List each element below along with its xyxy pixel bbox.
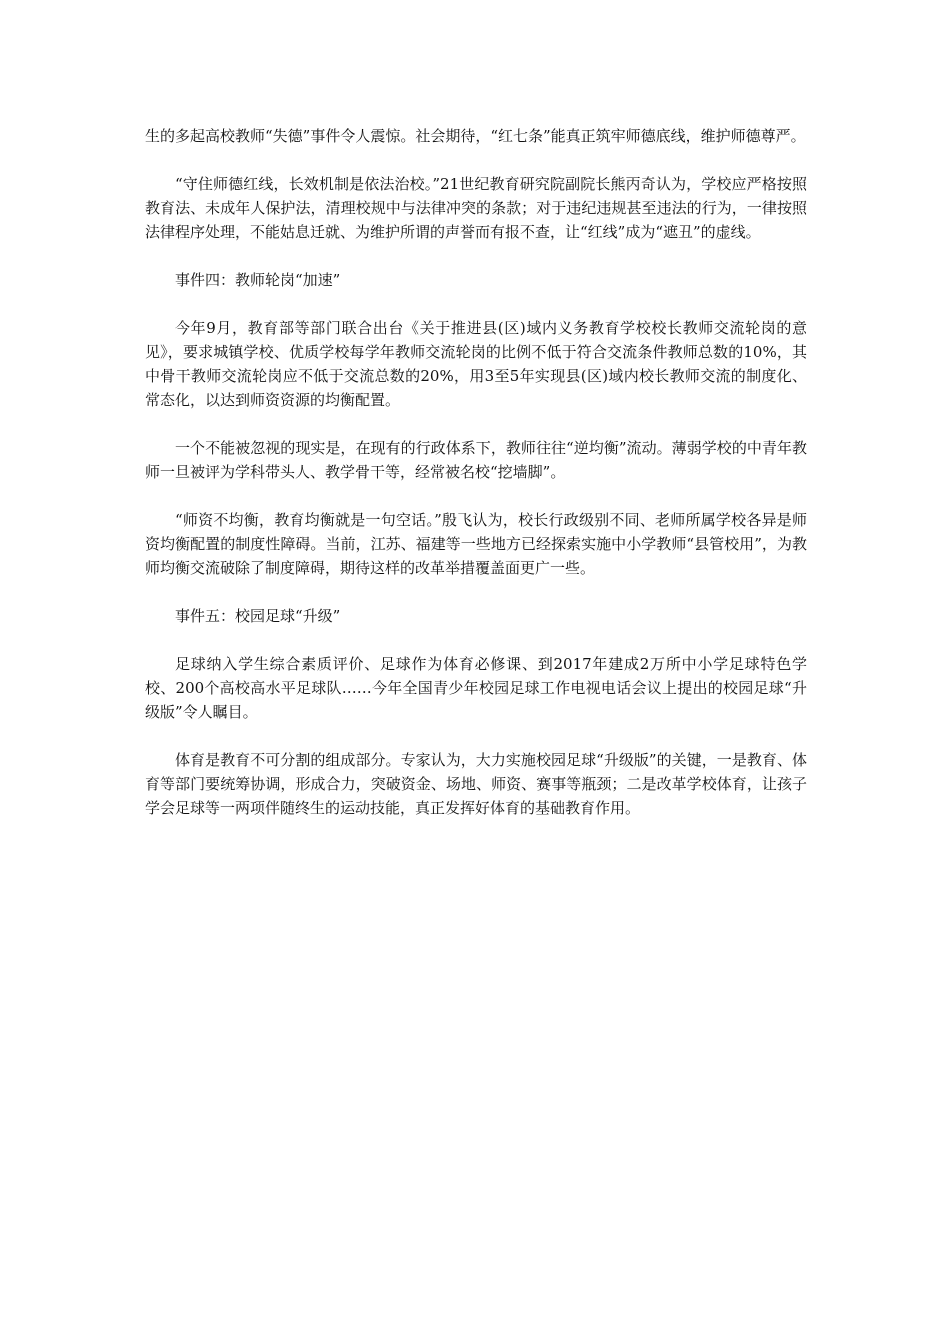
paragraph-physical-education: 体育是教育不可分割的组成部分。专家认为，大力实施校园足球“升级版”的关键，一是教育、体育等部门要统筹协调，形成合力，突破资金、场地、师资、赛事等瓶颈；二是改革学校体育，让孩子学会足球等一两项伴随终生的运动技能，真正发挥好体育的基础教育作用。 <box>145 751 807 817</box>
paragraph-rule-of-law: “守住师德红线，长效机制是依法治校。”21世纪教育研究院副院长熊丙奇认为，学校应严格按照教育法、未成年人保护法，清理校规中与法律冲突的条款；对于违纪违规甚至违法的行为，一律按照法律程序处理，不能姑息迁就、为维护所谓的声誉而有报不查，让“红线”成为“遮丑”的虚线。 <box>145 175 807 241</box>
document-body <box>145 124 807 844</box>
paragraph-teacher-rotation-policy: 今年9月，教育部等部门联合出台《关于推进县(区)域内义务教育学校校长教师交流轮岗的意见》，要求城镇学校、优质学校每学年教师交流轮岗的比例不低于符合交流条件教师总数的10%，其中骨干教师交流轮岗应不低于交流总数的20%，用3至5年实现县(区)域内校长教师交流的制度化、常态化，以达到师资资源的均衡配置。 <box>145 319 807 409</box>
section-heading-event-four: 事件四：教师轮岗“加速” <box>175 271 341 289</box>
paragraph-teacher-balance: “师资不均衡，教育均衡就是一句空话。”殷飞认为，校长行政级别不同、老师所属学校各异是师资均衡配置的制度性障碍。当前，江苏、福建等一些地方已经探索实施中小学教师“县管校用”，为教师均衡交流破除了制度障碍，期待这样的改革举措覆盖面更广一些。 <box>145 511 807 577</box>
paragraph-campus-football: 足球纳入学生综合素质评价、足球作为体育必修课、到2017年建成2万所中小学足球特色学校、200个高校高水平足球队……今年全国青少年校园足球工作电视电话会议上提出的校园足球“升级版”令人瞩目。 <box>145 655 807 721</box>
paragraph-reverse-flow: 一个不能被忽视的现实是，在现有的行政体系下，教师往往“逆均衡”流动。薄弱学校的中青年教师一旦被评为学科带头人、教学骨干等，经常被名校“挖墙脚”。 <box>145 439 807 481</box>
section-heading-event-five: 事件五：校园足球“升级” <box>175 607 341 625</box>
paragraph-continued: 生的多起高校教师“失德”事件令人震惊。社会期待，“红七条”能真正筑牢师德底线，维护师德尊严。 <box>145 127 806 145</box>
